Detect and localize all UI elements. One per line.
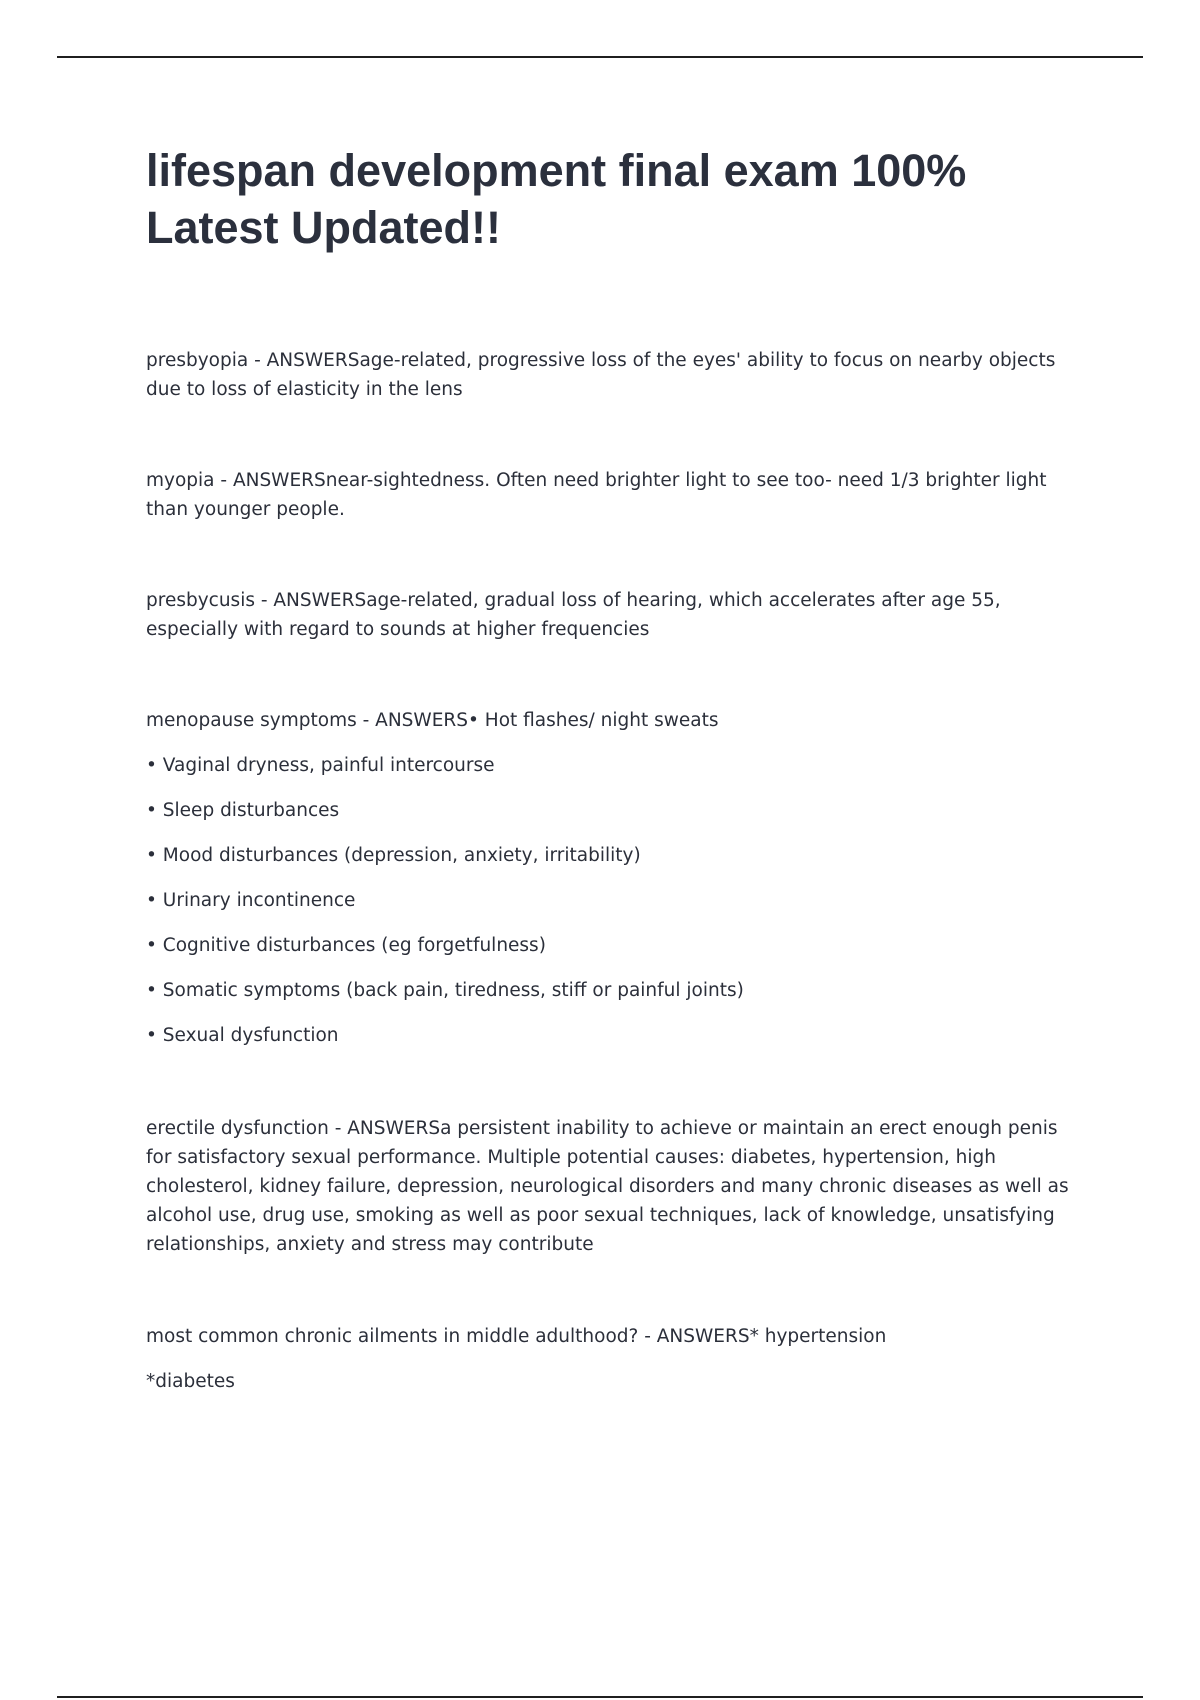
list-item: • Vaginal dryness, painful intercourse [146, 755, 495, 776]
qa-entry-text: erectile dysfunction - ANSWERSa persistent inability to achieve or maintain an erect enough penis for satisfactory sexual performance. Multiple potential causes: diabetes, hypertension, high cholesterol, kidney failure, depression, neurological disorders and many chronic diseases as well as alcohol use, drug use, smoking as well as poor sexual techniques, lack of knowledge, unsatisfying relationships, anxiety and stress may contribute [146, 1118, 1069, 1255]
qa-entry-myopia [146, 466, 1086, 524]
top-rule [57, 56, 1143, 58]
list-item: • Urinary incontinence [146, 890, 356, 911]
list-item: • Sexual dysfunction [146, 1025, 339, 1046]
qa-entry-text: most common chronic ailments in middle adulthood? - ANSWERS* hypertension [146, 1326, 887, 1347]
qa-entry-text: menopause symptoms - ANSWERS• Hot flashes/ night sweats [146, 710, 719, 731]
qa-entry-chronic-ailments [146, 1322, 1086, 1396]
qa-entry-text: presbyopia - ANSWERSage-related, progressive loss of the eyes' ability to focus on nearby objects due to loss of elasticity in the lens [146, 350, 1056, 400]
list-item: *diabetes [146, 1371, 235, 1392]
bottom-rule [57, 1696, 1143, 1698]
qa-entry-erectile-dysfunction [146, 1114, 1086, 1259]
list-item: • Mood disturbances (depression, anxiety, irritability) [146, 845, 641, 866]
list-item: • Sleep disturbances [146, 800, 340, 821]
qa-entry-presbyopia [146, 346, 1086, 404]
list-item: • Somatic symptoms (back pain, tiredness, stiff or painful joints) [146, 980, 744, 1001]
qa-entry-presbycusis [146, 586, 1086, 644]
qa-entry-text: myopia - ANSWERSnear-sightedness. Often need brighter light to see too- need 1/3 brighter light than younger people. [146, 470, 1047, 520]
qa-entry-menopause-symptoms [146, 706, 1086, 1050]
list-item: • Cognitive disturbances (eg forgetfulness) [146, 935, 546, 956]
qa-entry-text: presbycusis - ANSWERSage-related, gradual loss of hearing, which accelerates after age 55, especially with regard to sounds at higher frequencies [146, 590, 1001, 640]
document-title: lifespan development final exam 100% Latest Updated!! [146, 145, 967, 253]
